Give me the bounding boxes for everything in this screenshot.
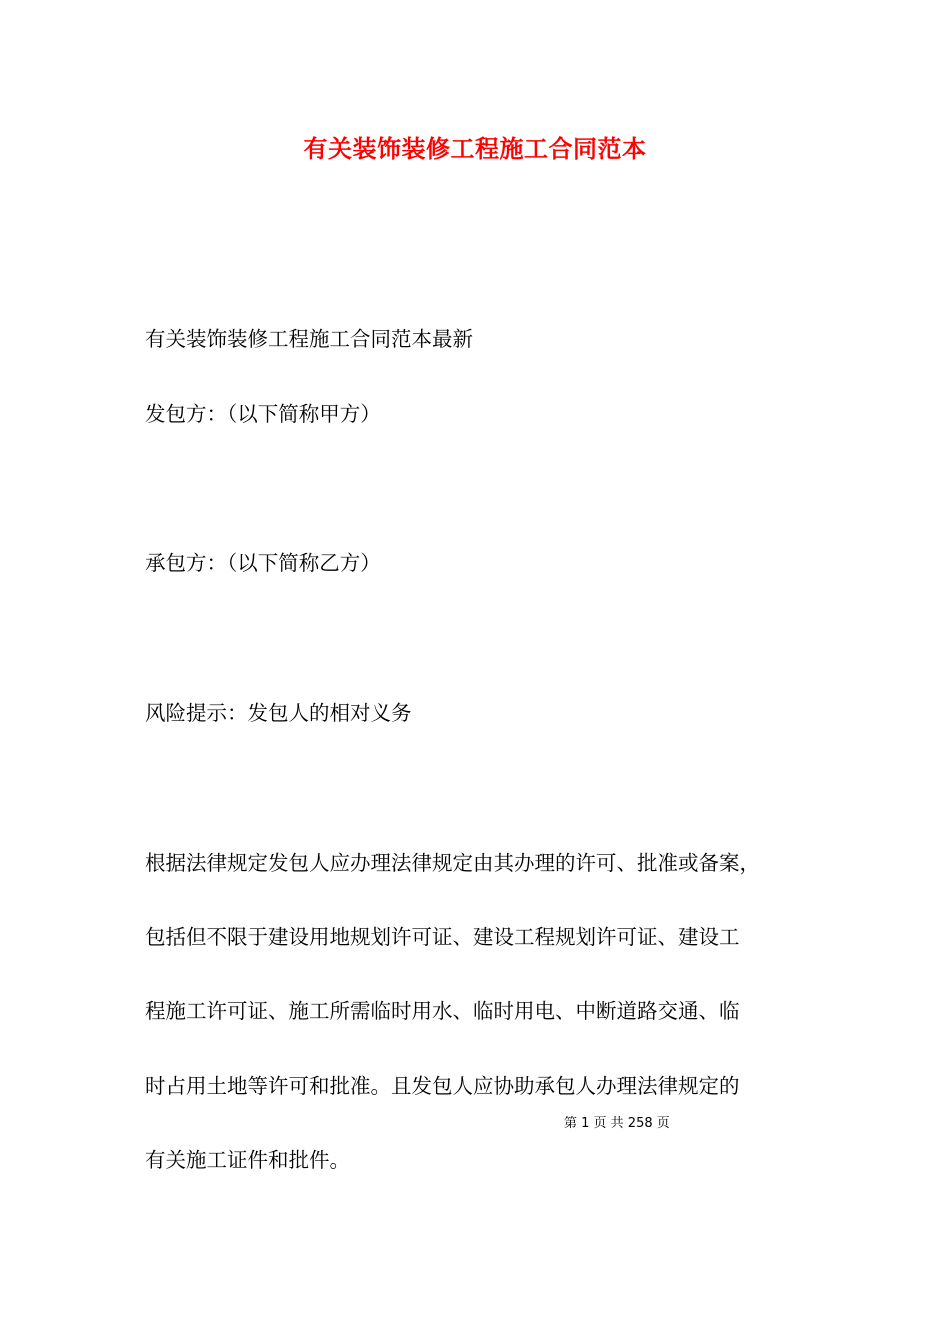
- body-line: 根据法律规定发包人应办理法律规定由其办理的许可、批准或备案，: [145, 851, 760, 875]
- document-title: 有关装饰装修工程施工合同范本: [303, 135, 647, 163]
- body-line: 包括但不限于建设用地规划许可证、建设工程规划许可证、建设工: [145, 925, 740, 949]
- party-b-line: 承包方：（以下简称乙方）: [145, 551, 381, 575]
- body-line: 程施工许可证、施工所需临时用水、临时用电、中断道路交通、临: [145, 999, 740, 1023]
- page-footer: 第 1 页 共 258 页: [564, 1116, 670, 1131]
- body-line: 有关施工证件和批件。: [145, 1148, 350, 1172]
- document-subtitle: 有关装饰装修工程施工合同范本最新: [145, 327, 473, 351]
- party-a-line: 发包方：（以下简称甲方）: [145, 402, 381, 426]
- risk-heading: 风险提示：发包人的相对义务: [145, 701, 412, 725]
- body-line: 时占用土地等许可和批准。且发包人应协助承包人办理法律规定的: [145, 1074, 740, 1098]
